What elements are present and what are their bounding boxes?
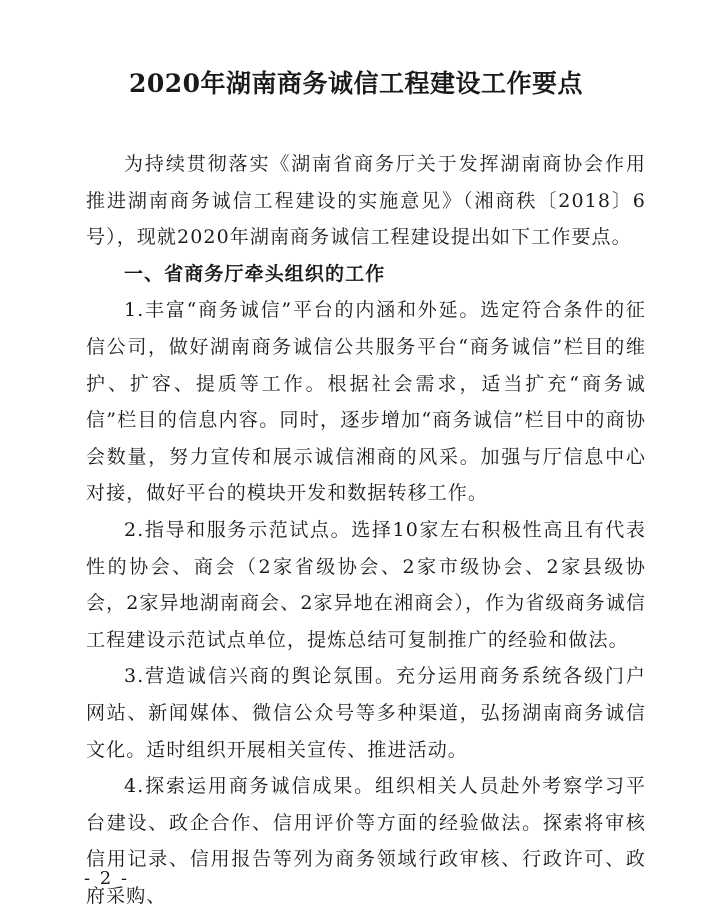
- page-number: - 2 -: [84, 868, 130, 889]
- section-heading: 一、省商务厅牵头组织的工作: [124, 262, 386, 285]
- item-paragraph-2: 2.指导和服务示范试点。选择10家左右积极性高且有代表性的协会、商会（2家省级协会、2家市级协会、2家县级协会，2家异地湖南商会、2家异地在湘商会），作为省级商务诚信工程建设示范试点单位，提炼总结可复制推广的经验和做法。: [86, 518, 646, 651]
- item-paragraph-1: 1.丰富“商务诚信”平台的内涵和外延。选定符合条件的征信公司，做好湖南商务诚信公共服务平台“商务诚信”栏目的维护、扩容、提质等工作。根据社会需求，适当扩充“商务诚信”栏目的信息内容。同时，逐步增加“商务诚信”栏目中的商协会数量，努力宣传和展示诚信湘商的风采。加强与厅信息中心对接，做好平台的模块开发和数据转移工作。: [86, 299, 646, 505]
- document-title: 2020年湖南商务诚信工程建设工作要点: [128, 69, 584, 98]
- item-paragraph-3: 3.营造诚信兴商的舆论氛围。充分运用商务系统各级门户网站、新闻媒体、微信公众号等多种渠道，弘扬湖南商务诚信文化。适时组织开展相关宣传、推进活动。: [86, 665, 646, 761]
- item-paragraph-4: 4.探索运用商务诚信成果。组织相关人员赴外考察学习平台建设、政企合作、信用评价等方面的经验做法。探索将审核信用记录、信用报告等列为商务领域行政审核、行政许可、政府采购、: [86, 775, 646, 907]
- document-body: [86, 146, 646, 914]
- intro-paragraph: 为持续贯彻落实《湖南省商务厅关于发挥湖南商协会作用推进湖南商务诚信工程建设的实施意见》（湘商秩〔2018〕6号），现就2020年湖南商务诚信工程建设提出如下工作要点。: [86, 153, 646, 249]
